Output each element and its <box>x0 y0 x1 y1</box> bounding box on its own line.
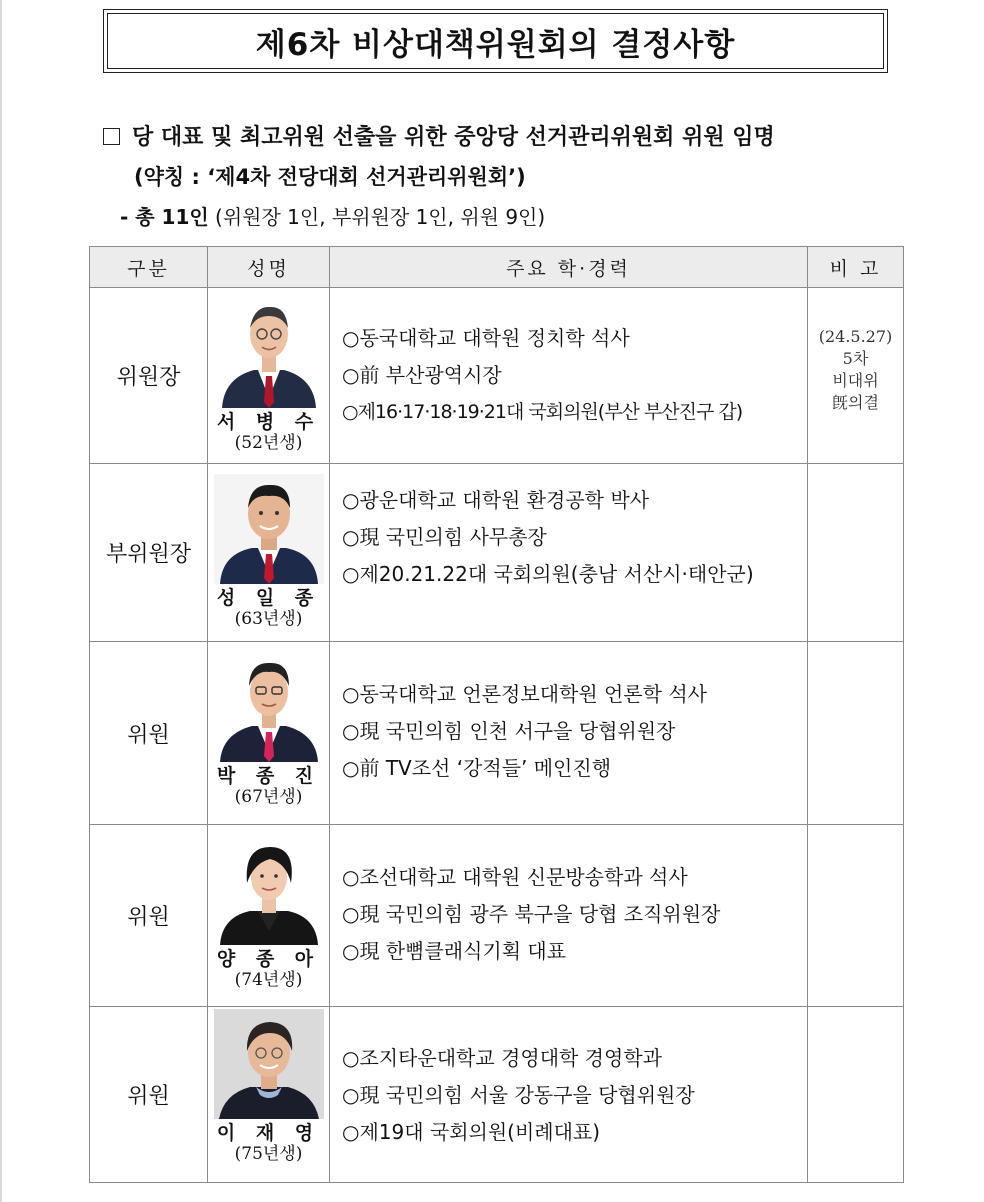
career-line: ○現 국민의힘 서울 강동구을 당협위원장 <box>342 1083 695 1107</box>
role-cell: 위원장 <box>90 288 208 464</box>
career-line: ○제16·17·18·19·21대 국회의원(부산 부산진구 갑) <box>342 401 743 423</box>
remark-line: 비대위 <box>832 371 879 390</box>
page-left-border <box>0 0 2 1202</box>
committee-member-table <box>89 246 904 1183</box>
career-line: ○동국대학교 언론정보대학원 언론학 석사 <box>342 682 707 706</box>
remarks-cell <box>808 464 904 642</box>
career-line: ○現 국민의힘 사무총장 <box>342 525 547 549</box>
member-name: 성 일 종 <box>216 587 321 609</box>
member-photo <box>214 835 324 945</box>
member-name: 양 종 아 <box>216 948 321 970</box>
member-photo <box>214 298 324 408</box>
member-photo <box>214 1009 324 1119</box>
role-cell: 위원 <box>90 642 208 825</box>
career-line: ○제19대 국회의원(비례대표) <box>342 1120 601 1144</box>
name-cell <box>208 1007 330 1183</box>
remarks-cell <box>808 825 904 1007</box>
header-name: 성명 <box>208 247 330 288</box>
header-category: 구분 <box>90 247 208 288</box>
member-photo <box>214 474 324 584</box>
table-header-row <box>90 247 904 288</box>
member-birth-year: (74년생) <box>234 970 303 990</box>
remark-line: (24.5.27) <box>818 327 893 346</box>
career-cell <box>330 1007 808 1183</box>
member-photo <box>214 652 324 762</box>
document-title-box <box>103 9 888 73</box>
remarks-cell <box>808 288 904 464</box>
career-cell <box>330 825 808 1007</box>
career-cell <box>330 464 808 642</box>
role-cell: 위원 <box>90 825 208 1007</box>
remarks-cell <box>808 1007 904 1183</box>
remark-line: 5차 <box>842 349 869 368</box>
name-cell <box>208 825 330 1007</box>
member-name: 이 재 영 <box>216 1122 321 1144</box>
agenda-heading <box>103 120 775 151</box>
header-remarks: 비 고 <box>808 247 904 288</box>
role-cell: 위원 <box>90 1007 208 1183</box>
member-name: 서 병 수 <box>216 411 321 433</box>
table-row <box>90 1007 904 1183</box>
table-row <box>90 464 904 642</box>
member-birth-year: (52년생) <box>234 433 303 453</box>
agenda-abbreviation: (약칭 : ‘제4차 전당대회 선거관리위원회’) <box>134 165 526 189</box>
member-total <box>120 201 545 230</box>
remark-line: 旣의결 <box>832 393 879 412</box>
career-line: ○前 부산광역시장 <box>342 363 502 387</box>
role-cell: 부위원장 <box>90 464 208 642</box>
name-cell <box>208 464 330 642</box>
member-birth-year: (75년생) <box>234 1144 303 1164</box>
name-cell <box>208 288 330 464</box>
career-cell <box>330 642 808 825</box>
career-line: ○광운대학교 대학원 환경공학 박사 <box>342 488 650 512</box>
member-birth-year: (67년생) <box>234 787 303 807</box>
career-cell <box>330 288 808 464</box>
career-line: ○現 국민의힘 인천 서구을 당협위원장 <box>342 719 676 743</box>
member-total-count: - 총 11인 <box>120 205 209 229</box>
member-total-detail: (위원장 1인, 부위원장 1인, 위원 9인) <box>208 205 546 229</box>
career-line: ○제20.21.22대 국회의원(충남 서산시·태안군) <box>342 562 754 586</box>
agenda-heading-text: 당 대표 및 최고위원 선출을 위한 중앙당 선거관리위원회 위원 임명 <box>132 125 775 150</box>
member-birth-year: (63년생) <box>234 609 303 629</box>
career-line: ○동국대학교 대학원 정치학 석사 <box>342 326 630 350</box>
table-row <box>90 642 904 825</box>
career-line: ○前 TV조선 ‘강적들’ 메인진행 <box>342 756 612 780</box>
career-line: ○現 한뼘클래식기획 대표 <box>342 939 567 963</box>
career-line: ○조선대학교 대학원 신문방송학과 석사 <box>342 865 688 889</box>
name-cell <box>208 642 330 825</box>
document-title: 제6차 비상대책위원회의 결정사항 <box>107 13 884 69</box>
career-line: ○조지타운대학교 경영대학 경영학과 <box>342 1046 662 1070</box>
member-name: 박 종 진 <box>216 765 321 787</box>
table-row <box>90 825 904 1007</box>
remarks-cell <box>808 642 904 825</box>
header-career: 주요 학·경력 <box>330 247 808 288</box>
table-row <box>90 288 904 464</box>
career-line: ○現 국민의힘 광주 북구을 당협 조직위원장 <box>342 902 721 926</box>
checkbox-square-icon <box>103 128 120 145</box>
